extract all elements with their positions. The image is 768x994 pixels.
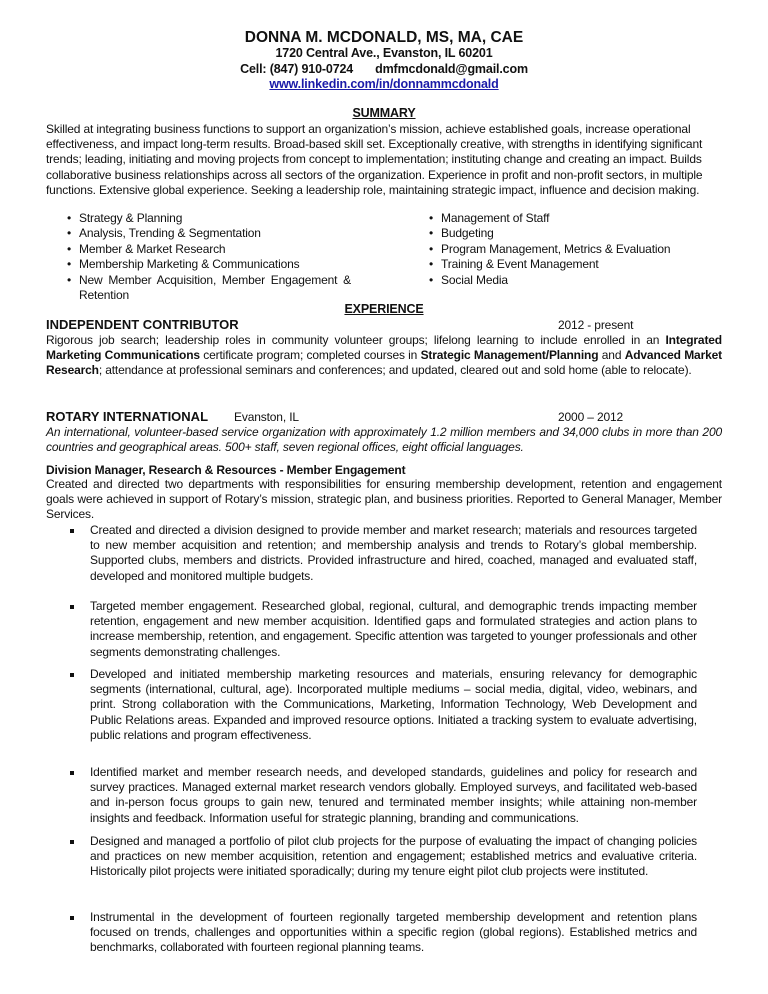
skill-item: • Analysis, Trending & Segmentation [67,226,367,241]
cell-phone: Cell: (847) 910-0724 [240,62,354,76]
skill-item: • New Member Acquisition, Member Engagement & Retention [67,273,351,304]
skill-item: • Management of Staff [429,211,729,226]
skill-item: • Program Management, Metrics & Evaluation [429,242,729,257]
experience-heading: EXPERIENCE [344,302,424,316]
role-title: Division Manager, Research & Resources - Member Engagement [46,463,406,477]
org-title: INDEPENDENT CONTRIBUTOR [46,317,239,332]
list-item: Instrumental in the development of fourteen regionally targeted membership development and retention plans focused on trends, challenges and opportunities within a specific region (global regions). Established metrics and benchmarks, collaborated with fourteen regional planning teams. [90,910,697,956]
square-bullet-icon [70,605,74,609]
list-item: Identified market and member research needs, and developed standards, guidelines and policy for research and survey practices. Managed external market research vendors globally. Employed surveys, and facilitated web-based and in-person focus groups to gain new, tenured and terminated member insights; while attaining non-member insights and feedback. Information useful for strategic planning, branding and communications. [90,765,697,826]
contact-line [0,62,768,78]
square-bullet-icon [70,916,74,920]
skill-item: • Training & Event Management [429,257,729,272]
summary-text: Skilled at integrating business functions to support an organization’s mission, achieve established goals, increase operational effectiveness, and impact long-term results. Broad-based skill set. Exceptionally creative, with strengths in identifying significant trends; leading, initiating and moving projects from concept to implementation; instituting change and creating an impact. Builds collaborative business relationships across all sectors of the organization. Experience in profit and non-profit sectors, in multiple functions. Extensive global experience. Seeking a leadership role, maintaining strategic impact, influence and decision making. [46,122,703,197]
independent-description: Rigorous job search; leadership roles in community volunteer groups; lifelong learning to include enrolled in an Integrated Marketing Communications certificate program; completed courses in Strategic Management/Planning and Advanced Market Research; attendance at professional seminars and conferences; and updated, cleared out and sold home (able to relocate). [46,333,722,378]
skill-item: • Social Media [429,273,729,288]
org-dates: 2000 – 2012 [558,410,624,424]
square-bullet-icon [70,771,74,775]
skills-left [67,211,367,303]
role-description: Created and directed two departments with responsibilities for ensuring membership development, retention and engagement goals were achieved in support of Rotary’s mission, strategic plan, and business priorities. Reported to General Manager, Member Services. [46,477,722,522]
list-item: Designed and managed a portfolio of pilot club projects for the purpose of evaluating the impact of changing policies and practices on new member acquisition, retention and engagement; established metrics and evaluative criteria. Historically pilot projects were initiated sporadically; during my tenure eight pilot club projects were instituted. [90,834,697,880]
org-location: Evanston, IL [234,410,299,424]
email: dmfmcdonald@gmail.com [375,62,528,76]
candidate-name: DONNA M. MCDONALD, MS, MA, CAE [244,29,524,46]
org-description: An international, volunteer-based service organization with approximately 1.2 million members and 34,000 clubs in more than 200 countries and geographical areas. 500+ staff, seven regional offices, eight official languages. [46,425,722,455]
square-bullet-icon [70,840,74,844]
skills-right [429,211,729,288]
skill-item: • Strategy & Planning [67,211,367,226]
skill-item: • Member & Market Research [67,242,367,257]
org-dates: 2012 - present [558,318,634,332]
square-bullet-icon [70,673,74,677]
square-bullet-icon [70,529,74,533]
skill-item: • Budgeting [429,226,729,241]
list-item: Targeted member engagement. Researched global, regional, cultural, and demographic trends impacting member retention, engagement and new member acquisition. Identified gaps and formulated strategies and action plans to increase membership, retention, and engagement. Specific attention was targeted to younger professionals and other segments demonstrating challenges. [90,599,697,660]
address: 1720 Central Ave., Evanston, IL 60201 [275,46,493,60]
linkedin-link[interactable]: www.linkedin.com/in/donnammcdonald [269,77,499,91]
org-title: ROTARY INTERNATIONAL [46,409,209,424]
skill-item: • Membership Marketing & Communications [67,257,367,272]
list-item: Developed and initiated membership marketing resources and materials, ensuring relevancy for demographic segments (international, cultural, age). Incorporated multiple mediums – social media, digital, video, webinars, and print. Strong collaboration with the Communications, Marketing, Information Technology, Web Development and Public Relations areas. Expanded and improved resource options. Initiated a tracking system to evaluate advertising, public relations and program effectiveness. [90,667,697,743]
summary-heading: SUMMARY [352,106,416,120]
list-item: Created and directed a division designed to provide member and market research; materials and resources targeted to new member acquisition and retention; and membership analysis and trends to Rotary’s global membership. Supported clubs, members and districts. Provided infrastructure and hired, coached, managed and evaluated staff, developed and monitored multiple budgets. [90,523,697,584]
